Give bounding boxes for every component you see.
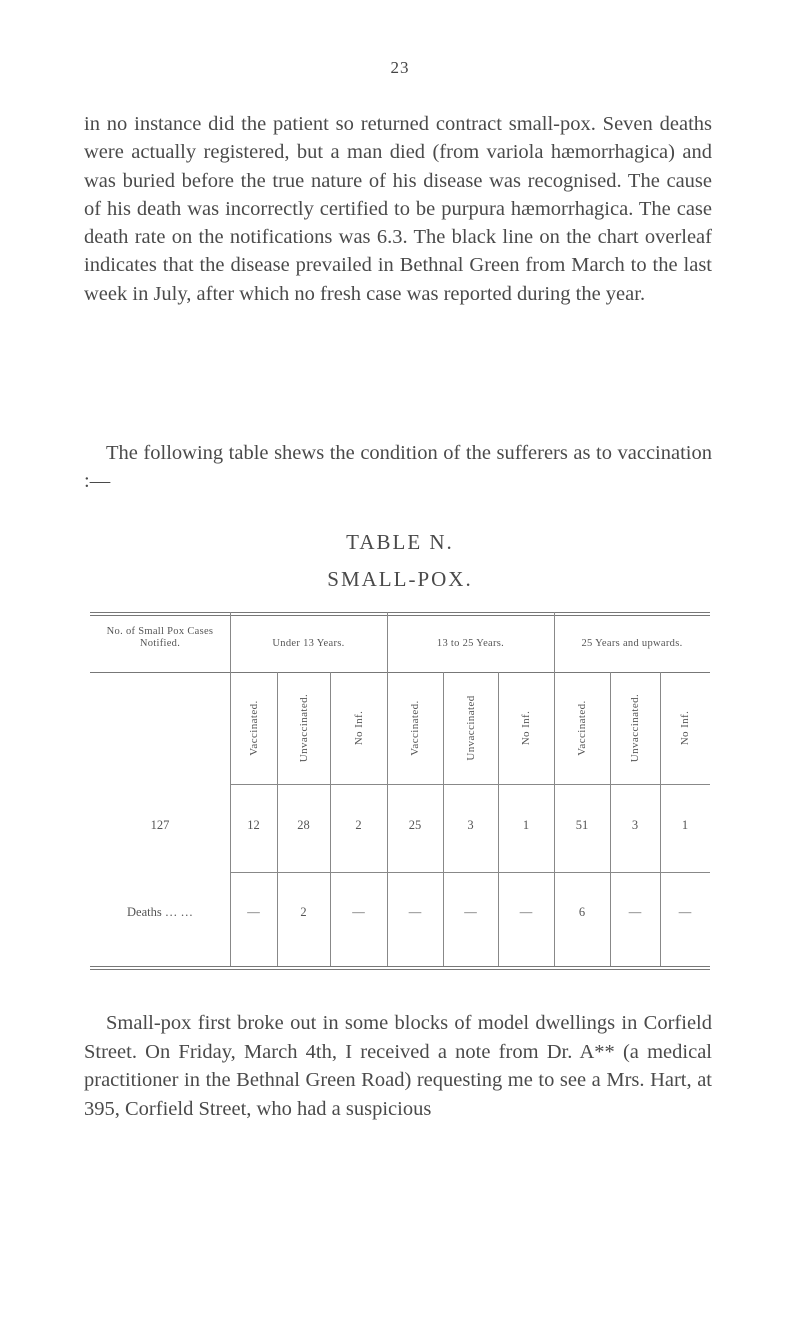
subheader-no-inf: No Inf. <box>679 710 691 746</box>
cell-deaths-label: Deaths … … <box>127 905 193 919</box>
cell-value: 51 <box>575 818 589 832</box>
cell-value: 2 <box>300 905 307 919</box>
subheader-unvaccinated: Unvaccinated. <box>298 693 310 763</box>
header-25-upwards: 25 Years and upwards. <box>581 638 683 649</box>
cell-value: 25 <box>408 818 422 832</box>
cell-value: — <box>352 905 365 919</box>
subheader-vaccinated: Vaccinated. <box>248 700 260 756</box>
subheader-unvaccinated: Unvaccinated <box>465 695 477 761</box>
cell-value: 2 <box>355 818 362 832</box>
cell-value: — <box>464 905 477 919</box>
cell-value: — <box>628 905 642 919</box>
cell-value: — <box>247 905 260 919</box>
cell-value: 1 <box>522 818 530 832</box>
cell-value: 3 <box>467 818 474 832</box>
cell-value: 6 <box>578 905 586 919</box>
table-subtitle: SMALL-POX. <box>327 567 473 591</box>
row-rule <box>230 872 710 873</box>
cell-value: 12 <box>247 818 260 832</box>
subheader-vaccinated: Vaccinated. <box>409 700 421 756</box>
paragraph-2: The following table shews the condition of the sufferers as to vaccination :— <box>84 442 712 493</box>
cell-value: — <box>678 905 692 919</box>
header-13-to-25: 13 to 25 Years. <box>436 638 505 649</box>
cell-cases-total: 127 <box>150 818 170 832</box>
table-bottom-rule-double <box>90 969 710 970</box>
cell-value: 1 <box>681 818 689 832</box>
subheader-rule <box>230 784 710 785</box>
subheader-no-inf: No Inf. <box>353 710 365 746</box>
table-top-rule <box>90 612 710 613</box>
cell-value: — <box>519 905 533 919</box>
header-under-13: Under 13 Years. <box>272 638 345 649</box>
header-rule <box>90 672 710 673</box>
paragraph-1: in no instance did the patient so returned contract small-pox. Seven deaths were actually registered, but a man died (from variola hæmorrhagica) and was buried before the true nature of his disease was recognised. The cause of his death was incorrectly certified to be purpura hæmorrhagica. The case death rate on the notifications was 6.3. The black line on the chart overleaf indicates that the disease prevailed in Bethnal Green from March to the last week in July, after which no fresh case was reported during the year. <box>84 113 712 305</box>
cell-value: 3 <box>631 818 639 832</box>
subheader-vaccinated: Vaccinated. <box>576 700 588 756</box>
table-top-rule-double <box>90 615 710 616</box>
smallpox-table <box>90 612 710 970</box>
header-cases-notified: No. of Small Pox Cases Notified. <box>106 626 214 649</box>
subheader-no-inf: No Inf. <box>520 710 532 746</box>
cell-value: 28 <box>297 818 310 832</box>
page-number: 23 <box>390 58 410 77</box>
subheader-unvaccinated: Unvaccinated. <box>629 693 641 763</box>
cell-value: — <box>408 905 422 919</box>
table-title: TABLE N. <box>346 530 454 554</box>
paragraph-3: Small-pox first broke out in some blocks of model dwellings in Corfield Street. On Friday, March 4th, I received a note from Dr. A** (a medical practitioner in the Bethnal Green Road) requesting me to see a Mrs. Hart, at 395, Corfield Street, who had a suspicious <box>84 1012 712 1120</box>
table-bottom-rule <box>90 966 710 967</box>
